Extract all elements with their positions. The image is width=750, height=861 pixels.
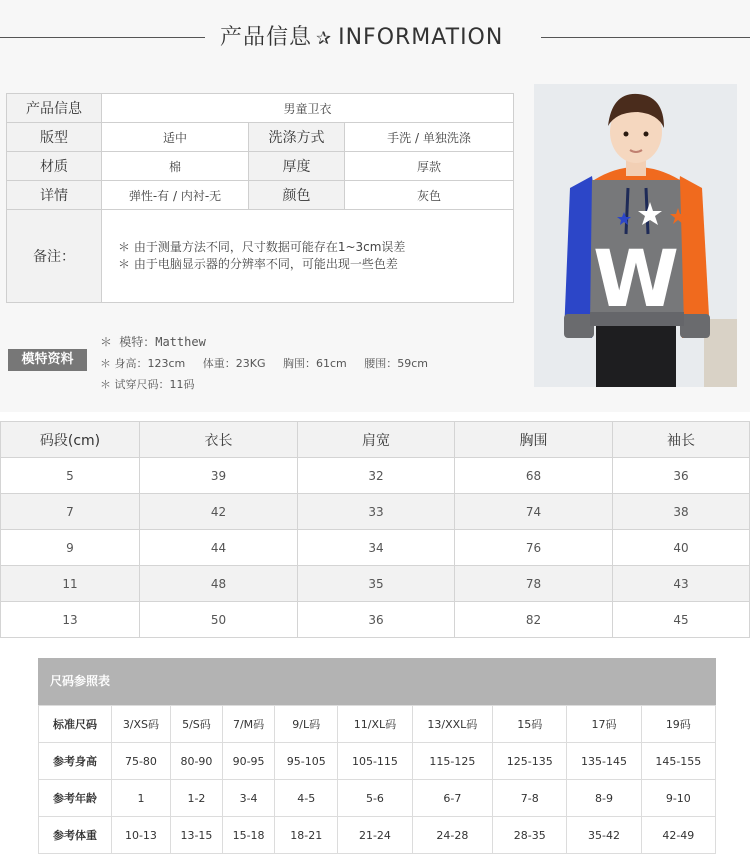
row-label: 标准尺码 bbox=[39, 706, 112, 743]
header-line-right bbox=[541, 37, 750, 38]
table-row bbox=[39, 817, 716, 854]
table-cell: 50 bbox=[140, 602, 298, 638]
table-row bbox=[39, 780, 716, 817]
table-cell: 34 bbox=[298, 530, 455, 566]
size-chart-table bbox=[0, 421, 750, 638]
size-header-cell: 肩宽 bbox=[298, 422, 455, 458]
table-cell: 39 bbox=[140, 458, 298, 494]
color-value: 灰色 bbox=[345, 181, 514, 210]
table-cell: 3/XS码 bbox=[112, 706, 171, 743]
table-row bbox=[1, 458, 750, 494]
table-cell: 1 bbox=[112, 780, 171, 817]
table-cell: 43 bbox=[613, 566, 750, 602]
note-line: ＊ 由于测量方法不同，尺寸数据可能存在1~3cm误差 bbox=[118, 240, 406, 254]
table-cell: 90-95 bbox=[223, 743, 275, 780]
fit-label: 版型 bbox=[7, 123, 102, 152]
model-measurements bbox=[100, 353, 428, 374]
table-row bbox=[39, 743, 716, 780]
row-label: 参考体重 bbox=[39, 817, 112, 854]
table-cell: 15-18 bbox=[223, 817, 275, 854]
table-cell: 38 bbox=[613, 494, 750, 530]
table-cell: 95-105 bbox=[275, 743, 338, 780]
details-label: 详情 bbox=[7, 181, 102, 210]
size-reference bbox=[38, 658, 716, 854]
fit-value: 适中 bbox=[102, 123, 249, 152]
table-cell: 9-10 bbox=[641, 780, 715, 817]
table-cell: 7-8 bbox=[493, 780, 567, 817]
table-cell: 3-4 bbox=[223, 780, 275, 817]
table-row bbox=[1, 530, 750, 566]
thickness-label: 厚度 bbox=[249, 152, 345, 181]
table-cell: 48 bbox=[140, 566, 298, 602]
row-label: 参考身高 bbox=[39, 743, 112, 780]
table-cell: 11 bbox=[1, 566, 140, 602]
notes-cell bbox=[102, 210, 514, 303]
size-header-row bbox=[1, 422, 750, 458]
note-line: ＊ 由于电脑显示器的分辨率不同，可能出现一些色差 bbox=[118, 257, 398, 271]
product-label: 产品信息 bbox=[7, 94, 102, 123]
table-cell: 18-21 bbox=[275, 817, 338, 854]
table-cell: 4-5 bbox=[275, 780, 338, 817]
table-cell: 105-115 bbox=[338, 743, 412, 780]
table-cell: 33 bbox=[298, 494, 455, 530]
model-weight: 体重：23KG bbox=[202, 357, 266, 370]
size-header-cell: 胸围 bbox=[455, 422, 613, 458]
model-trial-size: ＊ 试穿尺码：11码 bbox=[100, 378, 195, 391]
section-header bbox=[0, 14, 750, 54]
table-cell: 35 bbox=[298, 566, 455, 602]
table-cell: 68 bbox=[455, 458, 613, 494]
table-cell: 7 bbox=[1, 494, 140, 530]
model-name: ＊ 模特：Matthew bbox=[100, 335, 206, 349]
table-cell: 17码 bbox=[567, 706, 641, 743]
table-cell: 76 bbox=[455, 530, 613, 566]
table-cell: 15码 bbox=[493, 706, 567, 743]
header-title-en: INFORMATION bbox=[338, 25, 504, 50]
note-label: 备注： bbox=[7, 210, 102, 303]
table-cell: 10-13 bbox=[112, 817, 171, 854]
row-label: 参考年龄 bbox=[39, 780, 112, 817]
table-row bbox=[1, 566, 750, 602]
table-cell: 145-155 bbox=[641, 743, 715, 780]
model-height: ＊ 身高：123cm bbox=[100, 357, 186, 370]
table-cell: 5 bbox=[1, 458, 140, 494]
table-cell: 1-2 bbox=[170, 780, 222, 817]
model-info-label: 模特资料 bbox=[8, 349, 87, 371]
table-row bbox=[1, 602, 750, 638]
table-cell: 115-125 bbox=[412, 743, 493, 780]
wash-label: 洗涤方式 bbox=[249, 123, 345, 152]
table-row bbox=[1, 494, 750, 530]
size-reference-table bbox=[38, 705, 716, 854]
table-cell: 35-42 bbox=[567, 817, 641, 854]
table-cell: 45 bbox=[613, 602, 750, 638]
table-cell: 36 bbox=[298, 602, 455, 638]
size-reference-title: 尺码参照表 bbox=[38, 658, 716, 705]
table-cell: 40 bbox=[613, 530, 750, 566]
wash-value: 手洗 / 单独洗涤 bbox=[345, 123, 514, 152]
table-cell: 8-9 bbox=[567, 780, 641, 817]
header-title-cn: 产品信息 bbox=[220, 25, 313, 50]
header-line-left bbox=[0, 37, 205, 38]
table-cell: 82 bbox=[455, 602, 613, 638]
table-cell: 42-49 bbox=[641, 817, 715, 854]
material-value: 棉 bbox=[102, 152, 249, 181]
table-cell: 13-15 bbox=[170, 817, 222, 854]
table-cell: 125-135 bbox=[493, 743, 567, 780]
model-photo bbox=[534, 84, 737, 387]
material-label: 材质 bbox=[7, 152, 102, 181]
table-cell: 78 bbox=[455, 566, 613, 602]
product-info-table bbox=[6, 93, 514, 303]
table-cell: 7/M码 bbox=[223, 706, 275, 743]
model-chest: 胸围：61cm bbox=[283, 357, 347, 370]
table-cell: 74 bbox=[455, 494, 613, 530]
table-cell: 6-7 bbox=[412, 780, 493, 817]
table-cell: 75-80 bbox=[112, 743, 171, 780]
table-cell: 13 bbox=[1, 602, 140, 638]
table-cell: 32 bbox=[298, 458, 455, 494]
model-info bbox=[100, 332, 428, 395]
model-photo-illustration bbox=[534, 84, 737, 387]
color-label: 颜色 bbox=[249, 181, 345, 210]
size-header-cell: 衣长 bbox=[140, 422, 298, 458]
star-icon: ✰ bbox=[316, 28, 333, 49]
table-cell: 21-24 bbox=[338, 817, 412, 854]
table-cell: 9 bbox=[1, 530, 140, 566]
table-cell: 80-90 bbox=[170, 743, 222, 780]
model-waist: 腰围：59cm bbox=[364, 357, 429, 370]
table-cell: 42 bbox=[140, 494, 298, 530]
size-header-cell: 袖长 bbox=[613, 422, 750, 458]
product-value: 男童卫衣 bbox=[102, 94, 514, 123]
table-cell: 9/L码 bbox=[275, 706, 338, 743]
table-cell: 13/XXL码 bbox=[412, 706, 493, 743]
size-header-cell: 码段(cm) bbox=[1, 422, 140, 458]
thickness-value: 厚款 bbox=[345, 152, 514, 181]
table-cell: 28-35 bbox=[493, 817, 567, 854]
table-cell: 44 bbox=[140, 530, 298, 566]
table-row bbox=[39, 706, 716, 743]
table-cell: 5-6 bbox=[338, 780, 412, 817]
table-cell: 36 bbox=[613, 458, 750, 494]
photo-letter: W bbox=[592, 235, 680, 325]
header-title bbox=[220, 20, 503, 51]
table-cell: 24-28 bbox=[412, 817, 493, 854]
details-value: 弹性-有 / 内衬-无 bbox=[102, 181, 249, 210]
table-cell: 5/S码 bbox=[170, 706, 222, 743]
table-cell: 11/XL码 bbox=[338, 706, 412, 743]
table-cell: 19码 bbox=[641, 706, 715, 743]
table-cell: 135-145 bbox=[567, 743, 641, 780]
